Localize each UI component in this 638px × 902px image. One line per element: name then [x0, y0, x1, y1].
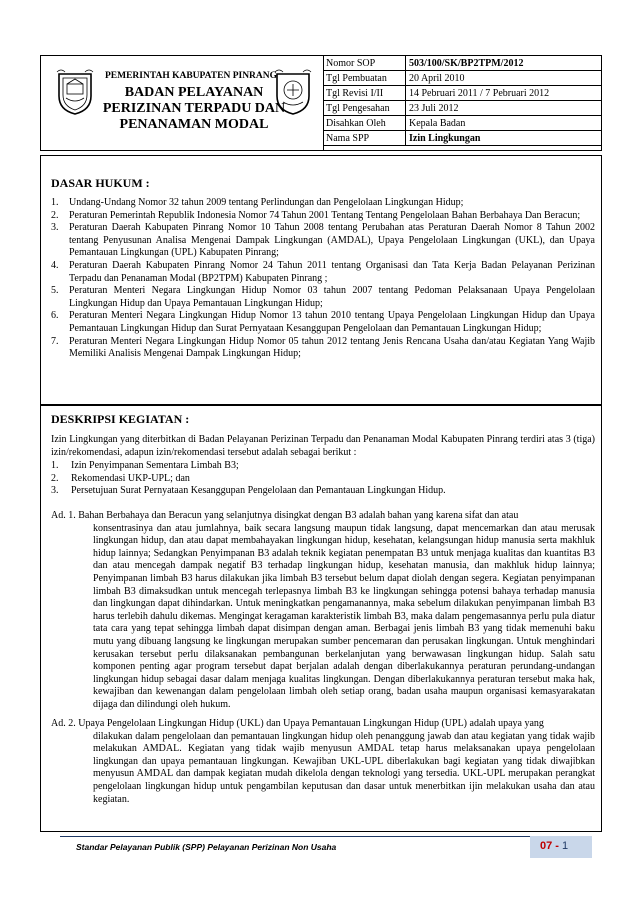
regency-emblem-icon	[55, 68, 95, 116]
sop-value: 23 Juli 2012	[406, 101, 602, 116]
footer-title: Standar Pelayanan Publik (SPP) Pelayanan Perizinan Non Usaha	[76, 842, 337, 852]
page-number	[540, 840, 568, 852]
sop-row	[323, 116, 601, 131]
sop-key: Tgl Pengesahan	[323, 101, 406, 116]
document-header	[40, 55, 602, 151]
list-number: 3.	[51, 222, 59, 234]
page-number-main: 07 -	[540, 840, 559, 852]
header-org-name: PEMERINTAH KABUPATEN PINRANG	[104, 71, 278, 81]
dasar-hukum-item	[49, 210, 595, 223]
dasar-hukum-item	[49, 260, 595, 285]
list-text: Rekomendasi UKP-UPL; dan	[71, 472, 190, 484]
izin-type-item	[51, 485, 595, 498]
list-text: Peraturan Pemerintah Republik Indonesia Nomor 74 Tahun 2001 Tentang Tentang Pengelolaan Bahan Berbahaya Dan Beracun;	[69, 209, 581, 221]
sop-info-table	[323, 56, 601, 146]
list-text: Persetujuan Surat Pernyataan Kesanggupan Pengelolaan dan Pemantauan Lingkungan Hidup.	[71, 485, 446, 497]
ad-1-body: konsentrasinya dan atau jumlahnya, baik secara langsung maupun tidak langsung, dapat mencemarkan dan atau merusak lingkungan hidup, dan atau dapat membahayakan lingkungan hidup, kesehatan, kelangsungan hidup manusia serta makhluk hidup lainnya; Sedangkan Penyimpanan B3 adalah teknik kegiatan penempatan B3 untuk menjaga kualitas dan kuantitas B3 dan atau mencegah dampak negatif B3 terhadap lingkungan hidup, kesehatan manusia, dan makhluk hidup lainnya; Penyimpanan limbah B3 harus dilakukan jika limbah B3 tersebut belum dapat diolah dengan segera. Kegiatan penyimpanan limbah B3 dimaksudkan untuk mencegah terlepasnya limbah B3 ke lingkungan sehingga potensi bahaya terhadap manusia dan lingkungan dapat dihindarkan. Untuk meningkatkan pengamanannya, maka sebelum dilakukan penyimpanan limbah B3 harus terlebih dahulu dikemas. Mengingat keragaman karakteristik limbah B3, maka dalam pengemasannya perlu pula diatur tata cara yang tepat sehingga limbah dapat disimpan dengan aman. Berbagai jenis limbah B3 yang tidak memenuhi baku mutu yang dibuang langsung ke lingkungan merupakan sumber pencemaran dan perusakan lingkungan. Untuk menghindari kerusakan tersebut perlu dilaksanakan pembangunan berkelanjutan yang berwawasan lingkungan hidup. Salah satu komponen penting agar program tersebut dapat berjalan adalah dengan diberlakukannya peraturan perundang-undangan lingkungan hidup sebagai dasar dalam menjaga kualitas lingkungan. Dengan diberlakukannya peraturan tersebut maka hak, kewajiban dan kewenangan dalam pengelolaan limbah oleh setiap orang, badan usaha maupun organisasi kemasyarakatan dijaga dan dilindungi oleh hukum.	[93, 522, 595, 710]
sop-key: Nomor SOP	[323, 56, 406, 71]
list-text: Peraturan Daerah Kabupaten Pinrang Nomor 24 Tahun 2011 tentang Organisasi dan Tata Kerja Badan Pelayanan Perizinan Terpadu dan Penanaman Modal (BP2TPM) Kabupaten Pinrang ;	[69, 259, 595, 284]
sop-value: Izin Lingkungan	[406, 131, 602, 146]
ad-1-lead: Ad. 1. Bahan Berbahaya dan Beracun yang selanjutnya disingkat dengan B3 adalah bahan yang karena sifat dan atau	[51, 510, 519, 521]
dasar-hukum-item	[49, 197, 595, 210]
dasar-hukum-item	[49, 222, 595, 260]
list-number: 5.	[51, 285, 59, 297]
sop-row	[323, 71, 601, 86]
agency-line-2: PERIZINAN TERPADU DAN	[102, 101, 286, 116]
sop-value: 20 April 2010	[406, 71, 602, 86]
list-number: 1.	[51, 460, 59, 471]
sop-key: Disahkan Oleh	[323, 116, 406, 131]
list-number: 1.	[51, 197, 59, 208]
ad-2-lead: Ad. 2. Upaya Pengelolaan Lingkungan Hidup (UKL) dan Upaya Pemantauan Lingkungan Hidup (UPL) adalah upaya yang	[51, 718, 544, 729]
section-divider	[41, 404, 601, 406]
list-text: Peraturan Menteri Negara Lingkungan Hidup Nomor 05 tahun 2012 tentang Jenis Rencana Usaha dan/atau Kegiatan Yang Wajib Memiliki Analisis Mengenai Dampak Lingkungan Hidup;	[69, 335, 595, 360]
list-text: Peraturan Daerah Kabupaten Pinrang Nomor 10 Tahun 2008 tentang Perubahan atas Peraturan Daerah Nomor 8 Tahun 2002 tentang Penyusunan Analisa Mengenai Dampak Lingkungan (AMDAL), Upaya Pengelolaan Lingkungan (UKL), dan Upaya Pemantauan Lingkungan (UPL) Kabupaten Pinrang;	[69, 222, 595, 259]
list-text: Peraturan Menteri Negara Lingkungan Hidup Nomor 13 tahun 2010 tentang Upaya Pengelolaan Lingkungan Hidup dan Upaya Pemantauan Lingkungan Hidup dan Surat Pernyataan Kesanggupan Pengelolaan dan Pemantauan Lingkungan Hidup;	[69, 310, 595, 334]
ad-2-body: dilakukan dalam pengelolaan dan pemantauan lingkungan hidup oleh penanggung jawab dan atau kegiatan yang tidak wajib melakukan AMDAL. Kegiatan yang tidak wajib menyusun AMDAL tetap harus melaksanakan upaya pengelolaan lingkungan dan upaya pemantauan lingkungan. Kewajiban UKL-UPL diberlakukan bagi kegiatan yang tidak diwajibkan menyusun AMDAL dan dampak kegiatan mudah dikelola dengan teknologi yang tersedia. UKL-UPL merupakan perangkat pengelolaan lingkungan hidup untuk pengambilan keputusan dan dasar untuk menerbitkan ijin melakukan usaha dan atau kegiatan.	[93, 730, 595, 805]
sop-row	[323, 101, 601, 116]
dasar-hukum-item	[49, 310, 595, 335]
content-box	[40, 155, 602, 832]
list-number: 2.	[51, 472, 59, 484]
ad-1-paragraph	[51, 510, 595, 712]
izin-type-item	[51, 473, 595, 486]
ad-2-paragraph	[51, 718, 595, 806]
list-number: 7.	[51, 335, 59, 347]
list-number: 6.	[51, 310, 59, 322]
sop-value: Kepala Badan	[406, 116, 602, 131]
sop-row	[323, 131, 601, 146]
header-identity	[41, 56, 324, 150]
list-text: Peraturan Menteri Negara Lingkungan Hidup Nomor 03 tahun 2007 tentang Pedoman Pelaksanaan Upaya Pengelolaan Lingkungan Hidup dan Upaya Pemantauan Lingkungan Hidup;	[69, 285, 595, 309]
dasar-hukum-item	[49, 336, 595, 361]
agency-line-3: PENANAMAN MODAL	[119, 117, 269, 132]
list-number: 4.	[51, 259, 59, 271]
dasar-hukum-title: DASAR HUKUM :	[51, 176, 150, 190]
header-agency-name	[99, 85, 289, 133]
list-text: Undang-Undang Nomor 32 tahun 2009 tentang Perlindungan dan Pengelolaan Lingkungan Hidup;	[69, 197, 464, 208]
izin-type-item	[51, 460, 595, 473]
sop-row	[323, 86, 601, 101]
agency-line-1: BADAN PELAYANAN	[124, 85, 264, 100]
sop-value: 503/100/SK/BP2TPM/2012	[406, 56, 602, 71]
izin-type-list	[51, 460, 595, 498]
dasar-hukum-item	[49, 285, 595, 310]
deskripsi-title: DESKRIPSI KEGIATAN :	[51, 412, 190, 426]
sop-value: 14 Pebruari 2011 / 7 Pebruari 2012	[406, 86, 602, 101]
list-text: Izin Penyimpanan Sementara Limbah B3;	[71, 460, 239, 471]
sop-key: Tgl Revisi I/II	[323, 86, 406, 101]
sop-row	[323, 56, 601, 71]
list-number: 3.	[51, 485, 59, 497]
sop-key: Nama SPP	[323, 131, 406, 146]
dasar-hukum-list	[49, 197, 595, 361]
agency-emblem-icon	[273, 68, 313, 116]
sop-key: Tgl Pembuatan	[323, 71, 406, 86]
page-number-sub: 1	[558, 840, 569, 852]
footer-rule	[60, 836, 592, 837]
deskripsi-intro: Izin Lingkungan yang diterbitkan di Badan Pelayanan Perizinan Terpadu dan Penanaman Modal Kabupaten Pinrang terdiri atas 3 (tiga) izin/rekomendasi, adapun izin/rekomendasi tersebut adalah sebagai berikut :	[51, 434, 595, 458]
list-number: 2.	[51, 209, 59, 221]
